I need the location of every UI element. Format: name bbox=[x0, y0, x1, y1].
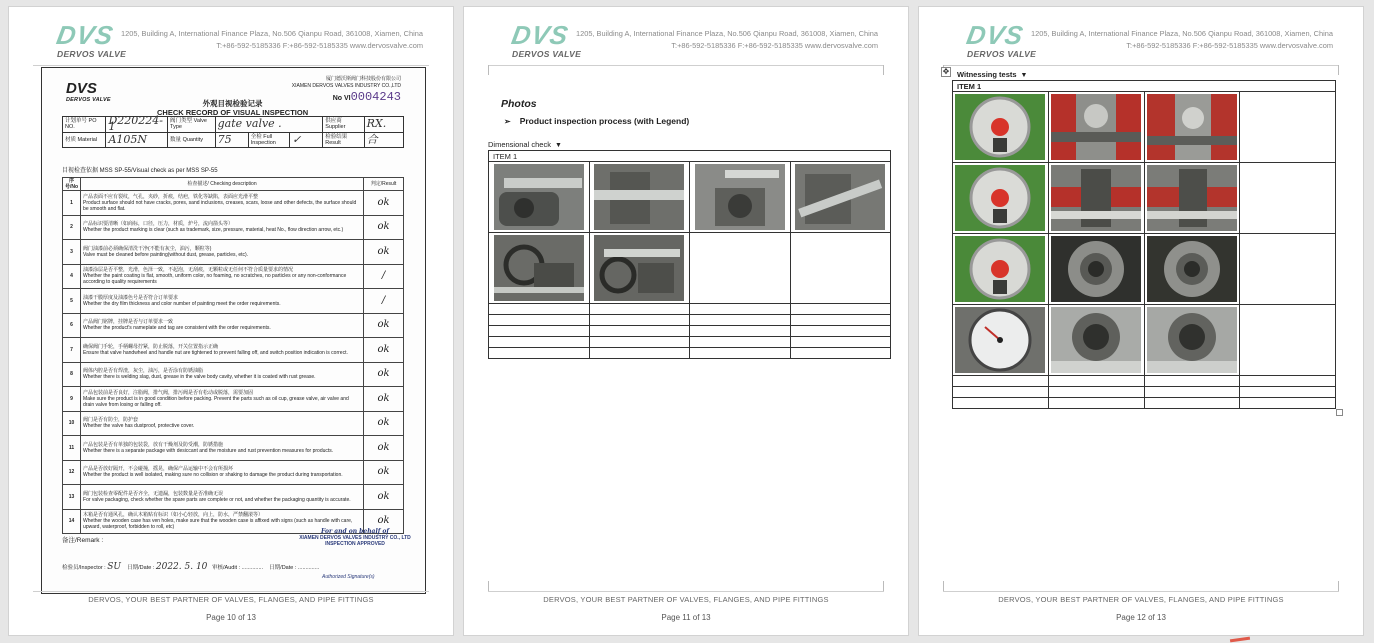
checklist-result: / bbox=[364, 264, 404, 289]
pressure-gauge-photo[interactable] bbox=[955, 236, 1045, 302]
scan-logo: DVS DERVOS VALVE bbox=[66, 80, 111, 103]
checklist-description: 产品阀门铭牌，挂牌是否与订单要求一致 Whether the product's nameplate and tag are consistent with the order requirements. bbox=[81, 313, 364, 338]
photo-cell[interactable] bbox=[489, 162, 590, 233]
table-move-handle-icon[interactable]: ✥ bbox=[942, 67, 950, 76]
photo-cell[interactable] bbox=[1144, 92, 1240, 163]
footer-slogan: DERVOS, YOUR BEST PARTNER OF VALVES, FLANGES, AND PIPE FITTINGS bbox=[543, 595, 829, 604]
arrow-bullet-icon: ➢ bbox=[504, 117, 511, 126]
checklist-row bbox=[63, 411, 404, 436]
page-number: Page 12 of 13 bbox=[1116, 613, 1166, 622]
caliper-measurement-photo[interactable] bbox=[795, 164, 885, 230]
caliper-measurement-photo[interactable] bbox=[594, 164, 684, 230]
checklist-description: 油漆涂层是否平整，光滑，色泽一致，不起泡，无刮痕，无颗粒或无任何不符合质量要求的情况 Whether the paint coating is flat, smooth, uniform color, no foaming, no scratches, no particles or any non-conformance according to quality requirements bbox=[81, 264, 364, 289]
scanned-inspection-record bbox=[41, 67, 426, 594]
crop-mark bbox=[488, 65, 498, 75]
valve-seat-photo[interactable] bbox=[1147, 236, 1237, 302]
scan-remark: 备注/Remark : bbox=[62, 537, 104, 544]
checklist-result: ok bbox=[364, 387, 404, 412]
red-mark bbox=[1230, 637, 1250, 643]
checklist-result: ok bbox=[364, 240, 404, 265]
checklist-description: 产品包装前是否良好，注脂阀，排气阀，排污阀是否有松动或脱落，需要加固 Make sure the product is in good condition before packing. Prevent the parts such as oil cup, grease valve, air valve and drain valve from losing or falling off. bbox=[81, 387, 364, 412]
scan-signatures: 检验员/Inspector : SU 日期/Date : 2022. 5. 10 审核/Audit : .............. 日期/Date : .............. bbox=[62, 562, 320, 572]
contact-line: T:+86-592-5185336 F:+86-592-5185335 www.dervosvalve.com bbox=[216, 41, 423, 50]
header-address: 1205, Building A, International Finance Plaza, No.506 Qianpu Road, 361008, Xiamen, China T:+86-592-5185336 F:+86-592-5185335 www.dervosvalve.com bbox=[576, 29, 878, 50]
checklist-number: 7 bbox=[63, 338, 81, 363]
dropdown-arrow-icon[interactable]: ▼ bbox=[554, 142, 562, 149]
page-number: Page 10 of 13 bbox=[206, 613, 256, 622]
photo-cell[interactable] bbox=[589, 162, 690, 233]
pressure-gauge-photo[interactable] bbox=[955, 94, 1045, 160]
photo-cell[interactable] bbox=[1144, 163, 1240, 234]
photo-cell[interactable] bbox=[953, 92, 1049, 163]
crop-mark bbox=[874, 581, 884, 591]
checklist-description: 阀门包装检查零配件是否齐全，无遗漏，包装数量是否准确无误 For valve packaging, check whether the spare parts are complete or not, and whether the packaging quantity is accurate. bbox=[81, 485, 364, 510]
handwheel-photo[interactable] bbox=[494, 235, 584, 301]
checklist-row bbox=[63, 289, 404, 314]
checklist-result: ok bbox=[364, 485, 404, 510]
checklist-number: 10 bbox=[63, 411, 81, 436]
material-value: A105N bbox=[106, 132, 168, 148]
footer-rule bbox=[943, 591, 1339, 592]
header-rule bbox=[33, 65, 429, 66]
photo-cell[interactable] bbox=[489, 233, 590, 304]
photo-cell[interactable] bbox=[1048, 305, 1144, 376]
crop-mark bbox=[488, 581, 498, 591]
footer-rule bbox=[488, 591, 884, 592]
checklist-row bbox=[63, 362, 404, 387]
checklist-number: 2 bbox=[63, 215, 81, 240]
photo-cell[interactable] bbox=[1144, 305, 1240, 376]
checklist-description: 产品标识要清晰（如商标，口径，压力，材质，炉号，流向箭头等） Whether the product marking is clear (such as trademark, size, pressure, material, heat No., flow direction arrow, etc.) bbox=[81, 215, 364, 240]
checklist-result: ok bbox=[364, 215, 404, 240]
photo-cell[interactable] bbox=[1048, 92, 1144, 163]
bullet-item: ➢ Product inspection process (with Legend) bbox=[504, 116, 690, 126]
checklist-number: 6 bbox=[63, 313, 81, 338]
checklist-description: 阀门油漆前必须确保清洗干净(不能有灰尘，油污，颗粒等) Valve must be cleaned before painting(without dust, grease, particles, etc). bbox=[81, 240, 364, 265]
checklist-row bbox=[63, 485, 404, 510]
scan-record-number: No VI0004243 bbox=[332, 90, 401, 104]
witnessing-tests-dropdown[interactable]: Witnessing tests ▼ bbox=[957, 70, 1028, 79]
po-value: D220224-1 bbox=[106, 117, 168, 133]
witness-photo-table bbox=[952, 80, 1336, 409]
checklist-row bbox=[63, 387, 404, 412]
checklist-description: 油漆干膜厚度及油漆色号是否符合订单要求 Whether the dry film thickness and color number of painting meet the order requirements. bbox=[81, 289, 364, 314]
valve-test-bench-photo[interactable] bbox=[1051, 165, 1141, 231]
checklist-row bbox=[63, 264, 404, 289]
checklist-result: ok bbox=[364, 436, 404, 461]
valve-seat-photo[interactable] bbox=[1051, 307, 1141, 373]
photo-cell[interactable] bbox=[1048, 163, 1144, 234]
address-line: 1205, Building A, International Finance Plaza, No.506 Qianpu Road, 361008, Xiamen, China bbox=[121, 29, 423, 38]
checklist-number: 1 bbox=[63, 191, 81, 216]
header-rule bbox=[943, 65, 1339, 66]
full-inspection-check: ✓ bbox=[290, 132, 323, 148]
checklist-row bbox=[63, 240, 404, 265]
authorized-signature: Authorized Signature(s) bbox=[322, 574, 375, 580]
logo-subtitle: DERVOS VALVE bbox=[57, 49, 127, 59]
checklist-result: / bbox=[364, 289, 404, 314]
dimensional-photo-table bbox=[488, 150, 891, 359]
checklist-number: 11 bbox=[63, 436, 81, 461]
footer-rule bbox=[33, 591, 429, 592]
checklist-number: 5 bbox=[63, 289, 81, 314]
checklist-description: 确保阀门手轮，手柄螺母拧紧，防止脱落，开关位置指示正确 Ensure that valve handwheel and handle nut are tightened to prevent falling off, and switch position indication is correct. bbox=[81, 338, 364, 363]
valve-test-bench-photo[interactable] bbox=[1051, 94, 1141, 160]
footer-slogan: DERVOS, YOUR BEST PARTNER OF VALVES, FLANGES, AND PIPE FITTINGS bbox=[88, 595, 374, 604]
caliper-measurement-photo[interactable] bbox=[494, 164, 584, 230]
scan-title: 外观目视检验记录 CHECK RECORD OF VISUAL INSPECTION bbox=[157, 99, 309, 117]
crop-mark bbox=[1329, 581, 1339, 591]
photo-cell[interactable] bbox=[1144, 234, 1240, 305]
document-page-10 bbox=[8, 6, 454, 636]
dimensional-check-dropdown[interactable]: Dimensional check ▼ bbox=[488, 140, 562, 149]
checklist-result: ok bbox=[364, 411, 404, 436]
checklist-number: 12 bbox=[63, 460, 81, 485]
checklist-number: 8 bbox=[63, 362, 81, 387]
valve-seat-photo[interactable] bbox=[1147, 307, 1237, 373]
photos-heading: Photos bbox=[501, 98, 537, 110]
photo-cell[interactable] bbox=[790, 162, 891, 233]
result-value: 合 bbox=[364, 132, 403, 148]
crop-mark bbox=[943, 581, 953, 591]
checklist-number: 4 bbox=[63, 264, 81, 289]
checklist-row bbox=[63, 191, 404, 216]
photo-cell[interactable] bbox=[953, 234, 1049, 305]
checklist-number: 13 bbox=[63, 485, 81, 510]
dropdown-arrow-icon[interactable]: ▼ bbox=[1020, 72, 1028, 79]
photo-cell[interactable] bbox=[690, 162, 791, 233]
page-number: Page 11 of 13 bbox=[661, 613, 711, 622]
checklist-number: 3 bbox=[63, 240, 81, 265]
photo-cell[interactable] bbox=[589, 233, 690, 304]
checklist-result: ok bbox=[364, 509, 404, 534]
checklist-description: 阀体内腔是否有焊渣，灰尘，油污，是否涂有防锈油脂 Whether there is welding slag, dust, grease in the valve body cavity, whether it is coated with rust grease. bbox=[81, 362, 364, 387]
company-logo: DVS DERVOS VALVE bbox=[509, 20, 582, 59]
checklist-result: ok bbox=[364, 191, 404, 216]
handwheel-photo[interactable] bbox=[594, 235, 684, 301]
checklist-row bbox=[63, 436, 404, 461]
checklist-row bbox=[63, 313, 404, 338]
valve-test-bench-photo[interactable] bbox=[1147, 165, 1237, 231]
logo-mark: DVS bbox=[54, 20, 117, 50]
header-address bbox=[121, 28, 423, 52]
footer-slogan: DERVOS, YOUR BEST PARTNER OF VALVES, FLANGES, AND PIPE FITTINGS bbox=[998, 595, 1284, 604]
approval-stamp: For and on behalf of XIAMEN DERVOS VALVES INDUSTRY CO., LTD INSPECTION APPROVED bbox=[299, 528, 411, 547]
checklist-row bbox=[63, 460, 404, 485]
checklist-description: 阀门是否有防尘，防护套 Whether the valve has dustproof, protective cover. bbox=[81, 411, 364, 436]
valve-seat-photo[interactable] bbox=[1051, 236, 1141, 302]
checklist-row bbox=[63, 215, 404, 240]
checklist-number: 9 bbox=[63, 387, 81, 412]
scan-company: 厦门德沃斯阀门科技股份有限公司 XIAMEN DERVOS VALVES INDUSTRY CO.,LTD bbox=[291, 76, 401, 89]
scan-standard: 目视检查依据 MSS SP-55/Visual check as per MSS SP-55 bbox=[62, 168, 218, 174]
checklist-description: 产品表面不应有裂纹，气孔，夹砂，折痕，结疤，铁化等缺陷，表面应光滑平整 Product surface should not have cracks, pores, sand inclusions, creases, scars, loose and other defects, the surface should be smooth and flat. bbox=[81, 191, 364, 216]
crop-mark bbox=[874, 65, 884, 75]
checklist-description: 木箱是否有通风孔，确认木箱贴有标识（如小心轻放，向上，防水，严禁翻滚等） Whether the wooden case has ven holes, make sure that the wooden case is affixed with signs (such as handle with care, upward, waterproof, forbidden to roll, etc) bbox=[81, 509, 364, 534]
pressure-gauge-dial-photo[interactable] bbox=[955, 307, 1045, 373]
checklist-description: 产品包装是否有单独的包装袋，放有干燥剂及防受潮，防锈措施 Whether there is a separate package with desiccant and the moisture and rust prevention measures for products. bbox=[81, 436, 364, 461]
table-resize-handle[interactable] bbox=[1336, 409, 1343, 416]
photo-cell[interactable] bbox=[1048, 234, 1144, 305]
pressure-gauge-photo[interactable] bbox=[955, 165, 1045, 231]
checklist-table: 序号/No 检查描述/ Checking description 判定/Result 1 产品表面不应有裂纹，气孔，夹砂，折痕，结疤，铁化等缺陷，表面应光滑平整 Product surface should not have cracks, pores, sand inclusions, creases, scars, loose and other defects, the surface should be smooth and flat. ok 2 产品标识要清晰（如商标，口径，压力，材质，炉号，流向箭头等） Whether the product marking is clear (such as trademark, size, pressure, material, heat No., flow direction arrow, etc.) ok 3 阀门油漆前必须确保清洗干净(不能有灰尘，油污，颗粒等) Valve must be cleaned before painting(without dust, grease, particles, etc). ok 4 油漆涂层是否平整，光滑，色泽一致，不起泡，无刮痕，无颗粒或无任何不符合质量要求的情况 Whether the paint coating is flat, smooth, uniform color, no foaming, no scratches, no particles or any non-conformance according to quality requirements / 5 油漆干膜厚度及油漆色号是否符合订单要求 Whether the dry film thickness and color number of painting meet the order requirements. / 6 产品阀门铭牌，挂牌是否与订单要求一致 Whether the product's nameplate and tag are consistent with the order requirements. ok 7 确保阀门手轮，手柄螺母拧紧，防止脱落，开关位置指示正确 Ensure that valve handwheel and handle nut are tightened to prevent falling off, and switch position indication is correct. ok 8 阀体内腔是否有焊渣，灰尘，油污，是否涂有防锈油脂 Whether there is welding slag, dust, grease in the valve body cavity, whether it is coated with rust grease. ok 9 产品包装前是否良好，注脂阀，排气阀，排污阀是否有松动或脱落，需要加固 Make sure the product is in good condition before packing. Prevent the parts such as oil cup, grease valve, air valve and drain valve from losing or falling off. ok 10 阀门是否有防尘，防护套 Whether the valve has dustproof, protective cover. ok 11 产品包装是否有单独的包装袋，放有干燥剂及防受潮，防锈措施 Whether there is a separate package with desiccant and the moisture and rust prevention measures for products. ok 12 产品是否放好隔开，不会碰撞，摇晃，确保产品运输中不会有所损坏 Whether the product is well isolated, making sure no collision or shaking to damage the product during transportation. ok 13 阀门包装检查零配件是否齐全，无遗漏，包装数量是否准确无误 For valve packaging, check whether the spare parts are complete or not, and whether the packaging quantity is accurate. ok 14 木箱是否有通风孔，确认木箱贴有标识（如小心轻放，向上，防水，严禁翻滚等） Whether the wooden case has ven holes, make sure that the wooden case is affixed with signs (such as handle with care, upward, waterproof, forbidden to roll, etc) ok bbox=[62, 177, 404, 534]
checklist-result: ok bbox=[364, 338, 404, 363]
valve-test-bench-photo[interactable] bbox=[1147, 94, 1237, 160]
crop-mark bbox=[1329, 65, 1339, 75]
document-page-12 bbox=[918, 6, 1364, 636]
caliper-measurement-photo[interactable] bbox=[695, 164, 785, 230]
header-rule bbox=[488, 65, 884, 66]
header-address: 1205, Building A, International Finance Plaza, No.506 Qianpu Road, 361008, Xiamen, China T:+86-592-5185336 F:+86-592-5185335 www.dervosvalve.com bbox=[1031, 29, 1333, 50]
photo-cell[interactable] bbox=[953, 163, 1049, 234]
checklist-number: 14 bbox=[63, 509, 81, 534]
photo-cell[interactable] bbox=[953, 305, 1049, 376]
checklist-row bbox=[63, 338, 404, 363]
supplier-value: RX. bbox=[364, 117, 403, 133]
item-label: ITEM 1 bbox=[489, 151, 891, 162]
scan-header-grid: 计划单号 PO NO. D220224-1 阀门类型 Valve Type gate valve . 供应商 Supplier RX. 材质 Material A105N 数量 Quantity 75 全检 Full Inspection ✓ 检验结果 Result 合 bbox=[62, 116, 404, 148]
checklist-result: ok bbox=[364, 460, 404, 485]
document-page-11 bbox=[463, 6, 909, 636]
valve-type-value: gate valve . bbox=[215, 117, 323, 133]
quantity-value: 75 bbox=[215, 132, 248, 148]
item-label: ITEM 1 bbox=[953, 81, 1336, 92]
checklist-result: ok bbox=[364, 362, 404, 387]
company-logo: DVS DERVOS VALVE bbox=[964, 20, 1037, 59]
checklist-result: ok bbox=[364, 313, 404, 338]
checklist-description: 产品是否放好隔开，不会碰撞，摇晃，确保产品运输中不会有所损坏 Whether the product is well isolated, making sure no collision or shaking to damage the product during transportation. bbox=[81, 460, 364, 485]
